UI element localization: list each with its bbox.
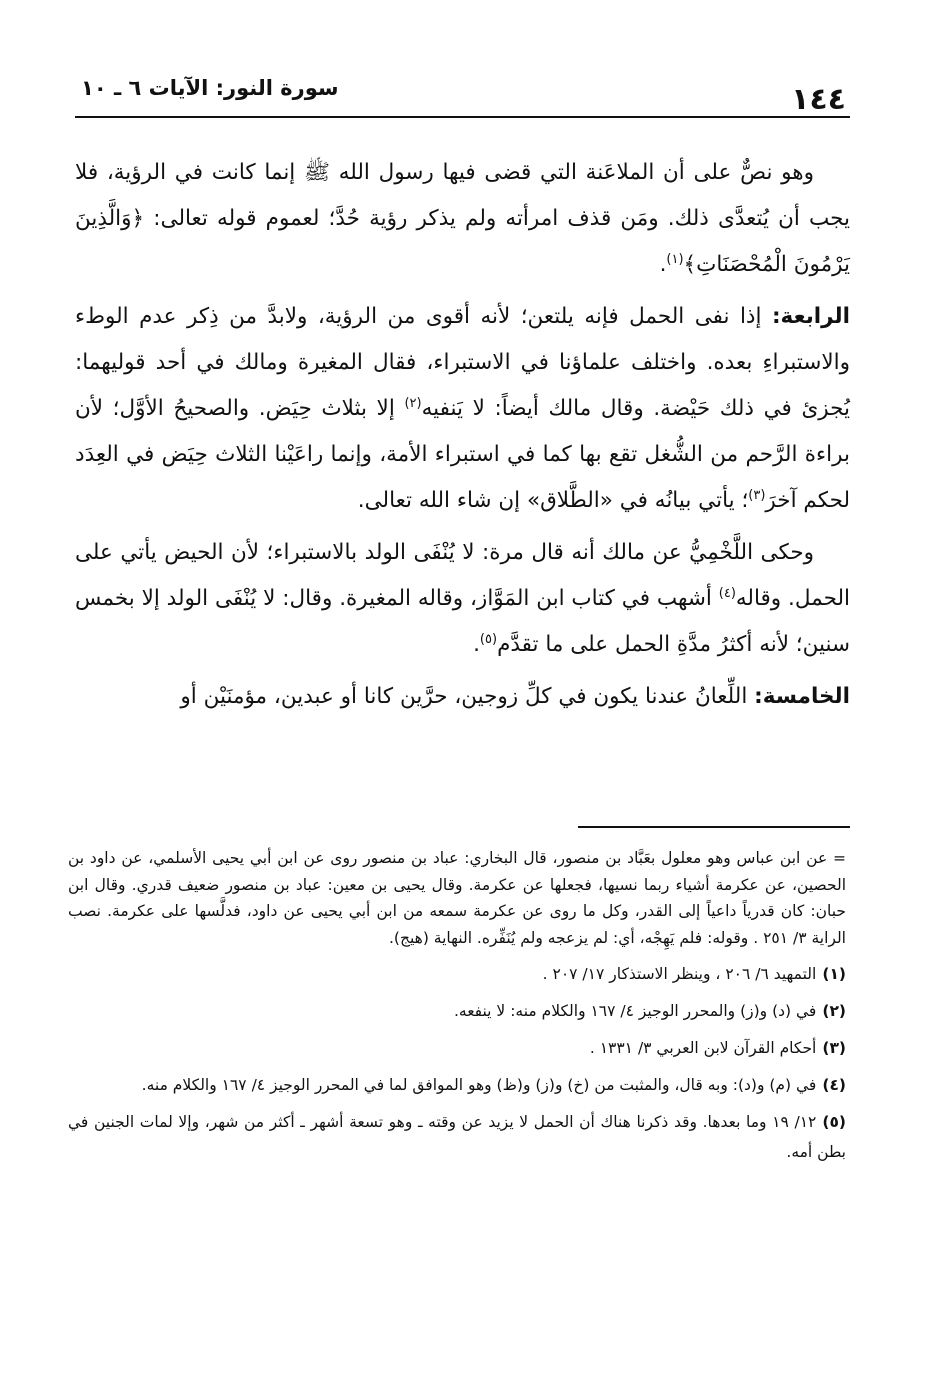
footnote-separator xyxy=(578,826,850,828)
footnote-continuation: = عن ابن عباس وهو معلول بعَبَّاد بن منصور، قال البخاري: عباد بن منصور روى عن ابن أبي يحيى الأسلمي، عن داود بن الحصين، عن عكرمة أشياء ربما نسيها، فجعلها عن عكرمة. وقال يحيى بن معين: عباد بن منصور ضعيف قدري. وقال ابن حبان: كان قدرياً داعياً إلى القدر، وكل ما روى عن عكرمة سمعه من ابن أبي يحيى عن داود، فدلَّسها على عكرمة. نصب الراية ٣/ ٢٥١ . وقوله: فلم يَهِجْه، أي: لم يزعجه ولم يُنَفِّره. النهاية (هيج). xyxy=(68,849,846,947)
footnote-text: أحكام القرآن لابن العربي ٣/ ١٣٣١ . xyxy=(589,1039,817,1057)
footnote-number: (٥) xyxy=(822,1113,846,1131)
footnote-text: ١٢/ ١٩ وما بعدها. وقد ذكرنا هناك أن الحمل لا يزيد عن وقته ـ وهو تسعة أشهر ـ أكثر من شهر، وإلا لمات الجنين في بطن أمه. xyxy=(68,1113,846,1161)
paragraph-2-text-a: إذا نفى الحمل فإنه يلتعن؛ لأنه أقوى من الرؤية، ولابدَّ من ذِكر عدم الوطء والاستبراءِ بعده. واختلف علماؤنا في الاستبراء، فقال المغيرة ومالك في أحد قوليهما: يُجزئ في ذلك حَيْضة. وقال مالك أيضاً: لا يَنفيه xyxy=(75,304,851,421)
footnote-number: (٤) xyxy=(822,1076,846,1094)
section-heading-fifth: الخامسة: xyxy=(754,684,850,709)
footnote-number: (١) xyxy=(822,965,846,983)
paragraph-1-text: وهو نصٌّ على أن الملاعَنة التي قضى فيها رسول الله ﷺ إنما كانت في الرؤية، فلا يجب أن يُتعدَّى ذلك. ومَن قذف امرأته ولم يذكر رؤية حُدَّ؛ لعموم قوله تعالى: xyxy=(75,160,850,231)
quran-verse: ﴿وَالَّذِينَ يَرْمُونَ الْمُحْصَنَاتِ﴾ xyxy=(75,206,850,277)
page-header xyxy=(75,70,850,118)
footnote-4 xyxy=(68,1070,846,1100)
running-title: سورة النور: الآيات ٦ ـ ١٠ xyxy=(81,76,339,100)
footnote-ref-3: (٣) xyxy=(748,487,766,503)
paragraph-3 xyxy=(75,530,850,668)
page-number: ١٤٤ xyxy=(791,82,846,117)
footnote-1 xyxy=(68,959,846,989)
footnote-ref-2: (٢) xyxy=(404,395,422,411)
footnote-2 xyxy=(68,996,846,1026)
paragraph-1-end: . xyxy=(659,252,667,277)
paragraph-3-text-a: وحكى اللَّخْمِيُّ عن مالك أنه قال مرة: لا يُنْفَى الولد بالاستبراء؛ لأن الحيض يأتي على الحمل. وقاله xyxy=(75,540,850,611)
footnote-number: (٣) xyxy=(822,1039,846,1057)
paragraph-2 xyxy=(75,294,850,524)
footnote-text: في (د) و(ز) والمحرر الوجيز ٤/ ١٦٧ والكلام منه: لا ينفعه. xyxy=(453,1002,817,1020)
main-text xyxy=(75,150,850,726)
footnote-number: (٢) xyxy=(822,1002,846,1020)
footnote-3 xyxy=(68,1033,846,1063)
paragraph-4 xyxy=(75,674,850,720)
paragraph-4-text: اللِّعانُ عندنا يكون في كلِّ زوجين، حرَّين كانا أو عبدين، مؤمنَيْن أو xyxy=(180,684,748,709)
paragraph-3-text-b: أشهب في كتاب ابن المَوَّاز، وقاله المغيرة. وقال: لا يُنْفَى الولد إلا بخمس سنين؛ لأنه أكثرُ مدَّةِ الحمل على ما تقدَّم xyxy=(75,586,850,657)
paragraph-3-end: . xyxy=(473,632,480,657)
footnote-ref-5: (٥) xyxy=(479,631,498,647)
footnote-text: التمهيد ٦/ ٢٠٦ ، وينظر الاستذكار ١٧/ ٢٠٧ . xyxy=(542,965,817,983)
paragraph-2-text-b: إلا بثلاث حِيَض. والصحيحُ الأوَّل؛ لأن براءة الرَّحم من الشُّغل تقع بها كما في استبراء الأمة، وإنما راعَيْنا الثلاث حِيَض في العِدَد لحكم آخرَ xyxy=(75,396,850,513)
footnote-text: في (م) و(د): وبه قال، والمثبت من (خ) و(ز) و(ظ) وهو الموافق لما في المحرر الوجيز ٤/ ١٦٧ والكلام منه. xyxy=(141,1076,817,1094)
section-heading-fourth: الرابعة: xyxy=(771,304,850,329)
paragraph-1 xyxy=(75,150,850,288)
footnote-ref-1: (١) xyxy=(666,251,684,267)
footnotes xyxy=(68,845,846,1174)
footnote-ref-4: (٤) xyxy=(718,585,736,601)
paragraph-2-text-c: ؛ يأتي بيانُه في «الطَّلاق» إن شاء الله تعالى. xyxy=(357,488,749,513)
footnote-5 xyxy=(68,1107,846,1167)
